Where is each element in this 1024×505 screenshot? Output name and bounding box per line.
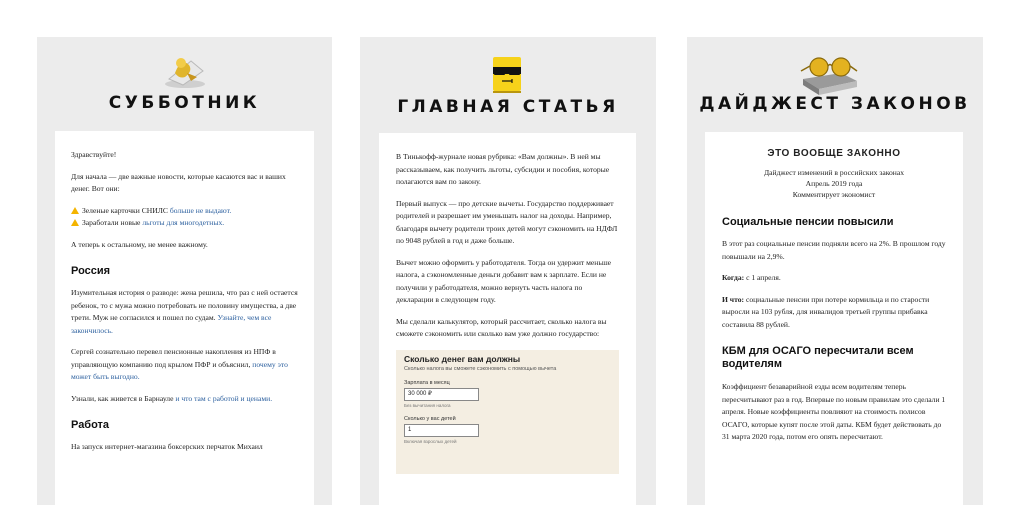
card-body bbox=[379, 133, 636, 505]
kids-input[interactable]: 1 bbox=[404, 424, 479, 437]
paragraph: В Тинькофф-журнале новая рубрика: «Вам должны». В ней мы рассказываем, как получить льготы, субсидии и пособия, которые полагаются вам по закону. bbox=[396, 152, 610, 186]
card-body bbox=[705, 132, 963, 505]
intro-text: Для начала — две важные новости, которые касаются вас и ваших денег. Вот они: bbox=[71, 171, 286, 193]
greeting: Здравствуйте! bbox=[71, 150, 117, 159]
card-title: ГЛАВНАЯ СТАТЬЯ bbox=[397, 97, 619, 117]
newsletter-card-law-digest bbox=[687, 37, 983, 505]
calculator-title: Сколько денег вам должны bbox=[404, 353, 521, 364]
warning-icon bbox=[71, 207, 79, 214]
yellow-cool-face-icon bbox=[490, 55, 524, 95]
card-title: СУББОТНИК bbox=[108, 93, 261, 113]
paragraph: На запуск интернет-магазина боксерских перчаток Михаил bbox=[71, 442, 263, 451]
salary-note: Без вычитания налога bbox=[404, 402, 451, 408]
news-item: Зеленые карточки СНИЛС больше не выдают. bbox=[71, 205, 298, 218]
newsletter-card-main-article bbox=[360, 37, 656, 505]
salary-input[interactable]: 30 000 ₽ bbox=[404, 388, 479, 401]
calculator-subtitle: Сколько налога вы сможете сэкономить с помощью вычета bbox=[404, 365, 557, 372]
tax-calculator bbox=[396, 350, 619, 474]
news-item: Заработали новые льготы для многодетных. bbox=[71, 217, 298, 230]
paragraph: В этот раз социальные пенсии подняли всего на 2%. В прошлом году повышали на 2,9%. bbox=[722, 239, 946, 261]
digest-date: Апрель 2019 года bbox=[805, 179, 863, 188]
digest-commentator: Комментирует экономист bbox=[792, 190, 876, 199]
section-heading: Социальные пенсии повысили bbox=[722, 216, 894, 228]
newsletter-card-subbotnik bbox=[37, 37, 332, 505]
article-link[interactable]: Узнайте, чем все закончилось. bbox=[71, 313, 272, 335]
paragraph: Изумительная история о разводе: жена решила, что раз с ней остается ребенок, то с мужа можно потребовать не половину имущества, а две трети. Муж не согласился и пошел по судам. Узнайте, чем все закончилось. bbox=[71, 288, 298, 335]
paragraph: Узнали, как живется в Барнауле и что там с работой и ценами. bbox=[71, 393, 273, 403]
kids-note: Включая взрослых детей bbox=[404, 438, 457, 444]
digest-header: ЭТО ВООБЩЕ ЗАКОННО bbox=[767, 148, 901, 159]
gold-object-icon bbox=[161, 51, 209, 89]
section-heading: КБМ для ОСАГО пересчитали всем водителям bbox=[722, 345, 914, 370]
article-link[interactable]: почему это может быть выгодно. bbox=[71, 359, 288, 381]
digest-subtitle: Дайджест изменений в российских законах bbox=[763, 168, 905, 177]
paragraph: Сергей сознательно перевел пенсионные накопления из НПФ в управляющую компанию под крылом ПФР и объяснил, почему это может быть выгодно. bbox=[71, 347, 288, 381]
card-body bbox=[55, 131, 314, 505]
paragraph: И что: социальные пенсии при потере кормильца и по старости выросли на 103 рубля, для инвалидов третьей группы прибавка составила 88 рублей. bbox=[722, 294, 930, 329]
paragraph: Вычет можно оформить у работодателя. Тогда он удержит меньше налога, а сэкономленные деньги добавит вам к зарплате. Если не получили у работодателя, можно вернуть часть налога по декларации в следующем году. bbox=[396, 257, 612, 304]
paragraph: Мы сделали калькулятор, который рассчитает, сколько налога вы сможете сэкономить или сколько вам уже должно государство: bbox=[396, 316, 607, 338]
warning-icon bbox=[71, 219, 79, 226]
section-heading: Россия bbox=[71, 265, 111, 277]
section-heading: Работа bbox=[71, 419, 110, 431]
kids-label: Сколько у вас детей bbox=[404, 415, 456, 422]
article-link[interactable]: и что там с работой и ценами. bbox=[175, 393, 273, 403]
outro-text: А теперь к остальному, не менее важному. bbox=[71, 239, 208, 249]
paragraph: Первый выпуск — про детские вычеты. Государство поддерживает родителей и разрешает им уменьшать налог на доходы. Например, благодаря вычету родители троих детей могут сэкономить на НДФЛ по 9048 рублей в год и даже больше. bbox=[396, 198, 618, 245]
news-link[interactable]: больше не выдают. bbox=[169, 205, 232, 215]
paragraph: Когда: с 1 апреля. bbox=[722, 273, 781, 282]
salary-label: Зарплата в месяц bbox=[404, 379, 450, 386]
news-link[interactable]: льготы для многодетных. bbox=[142, 218, 225, 227]
card-title: ДАЙДЖЕСТ ЗАКОНОВ bbox=[699, 94, 971, 114]
paragraph: Коэффициент безаварийной езды всем водителям теперь пересчитывают раз в год. Впервые по новым правилам это сделали 1 апреля. Новые коэффициенты повлияют на стоимость полисов ОСАГО, которые купят после этой даты. КБМ будет действовать до 31 марта 2020 года, потом его опять пересчитают. bbox=[722, 382, 946, 441]
glasses-on-book-icon bbox=[797, 49, 861, 95]
